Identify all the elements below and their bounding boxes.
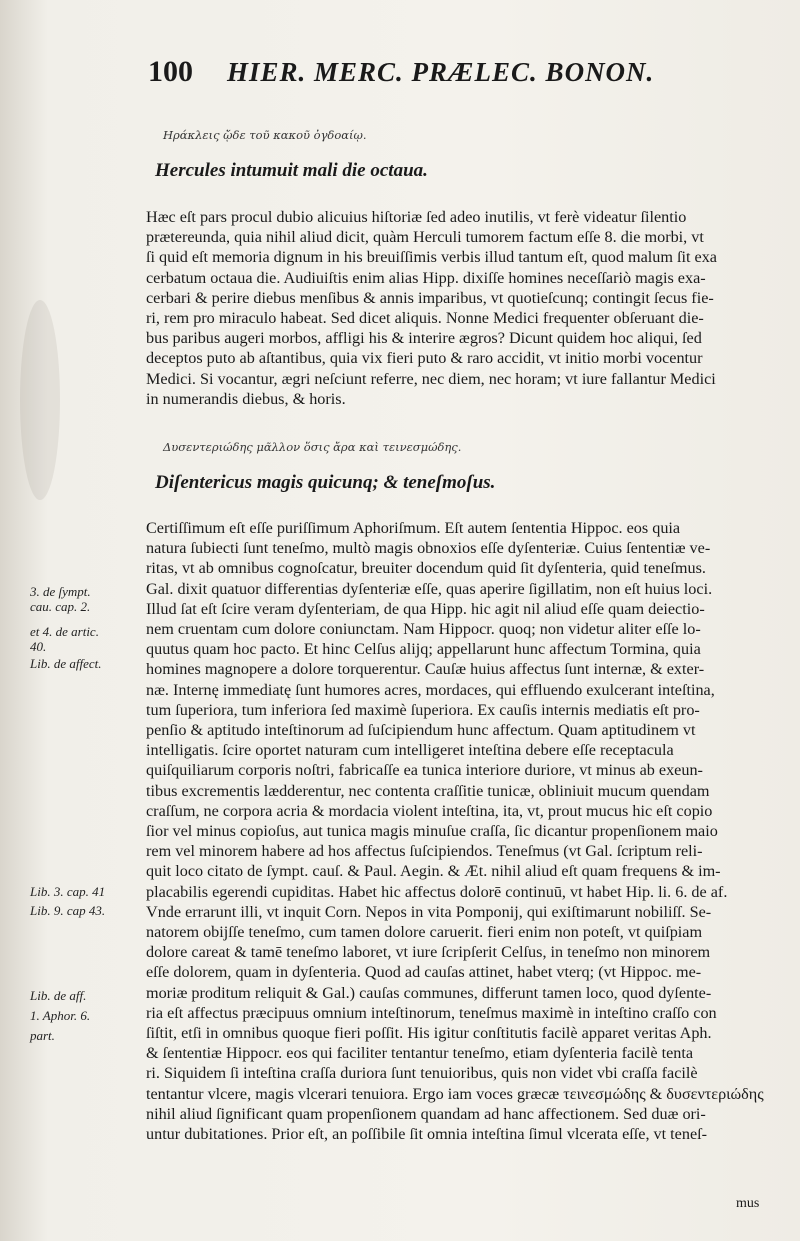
text-line: tum ſuperiora, tum inferiora ſed maximè ſuperiora. Ex cauſis internis mediatis eſt pro- — [146, 700, 700, 719]
text-line: deceptos puto ab aſtantibus, quia vix fieri puto & raro accidit, vt initio morbi vocentur — [146, 349, 703, 368]
text-line: untur dubitationes. Prior eſt, an poſſibile ſit omnia inteſtina ſimul vlcerata eſſe, vt teneſ- — [146, 1125, 708, 1144]
page-shadow — [20, 300, 60, 500]
text-line: ſior vel minus copioſus, aut tunica magis minuſue craſſa, ſic dicantur propenſionem maio — [146, 822, 718, 841]
text-line: quiſquiliarum corporis noſtri, fabricaſſe ea tunica interiore duriore, vt minus ab exeun- — [146, 761, 703, 780]
margin-note — [30, 903, 135, 918]
text-line: Vnde errarunt illi, vt inquit Corn. Nepos in vita Pomponij, qui exiſtimarunt nobiliſſ. Se- — [146, 902, 712, 921]
greek-aphorism-2: Δυσεντεριώδης μᾶλλον ὅσις ἄρα καὶ τεινεσμώδης. — [163, 440, 462, 454]
margin-note-line: Lib. 3. cap. 41 — [30, 884, 106, 899]
margin-note — [30, 988, 135, 1003]
text-line: eſſe dolorem, quam in dyſenteria. Quod ad cauſas attinet, habet vterq; (vt Hippoc. me- — [146, 963, 702, 982]
text-line: ſi quid eſt memoria dignum in his breuiſſimis verbis illud tantum eſt, quod malum ſit exa — [146, 248, 717, 267]
catchword: mus — [736, 1196, 760, 1211]
margin-note-line: 1. Aphor. 6. — [30, 1008, 91, 1023]
greek-aphorism-1: Ηράκλεις ᾤδε τοῦ κακοῦ ὀγδοαίῳ. — [163, 128, 367, 142]
margin-note-line: 3. de ſympt. — [30, 584, 91, 599]
text-line: penſio & aptitudo inteſtinorum ad ſuſcipiendum hunc affectum. Quam aptitudinem vt — [146, 721, 696, 740]
text-line: intelligatis. ſcire oportet naturam cum intelligeret inteſtina debere eſſe receptacula — [146, 741, 674, 760]
text-line: Medici. Si vocantur, ægri neſciunt referre, nec diem, nec horam; vt iure fallantur Medici — [146, 369, 716, 388]
margin-note-line: cau. cap. 2. — [30, 599, 91, 614]
text-line: ria eſt affectus præcipuus omnium inteſtinorum, teneſmus maximè in inteſtino craſſo con — [146, 1003, 717, 1022]
margin-note-line: part. — [30, 1028, 55, 1043]
page-number: 100 — [148, 55, 193, 88]
text-line: moriæ proditum reliquit & Gal.) cauſas communes, differunt tamen loco, quod dyſente- — [146, 983, 712, 1002]
text-line: craſſum, ne corpora acria & mordacia violent inteſtina, ita, vt, prout mucus hic eſt copio — [146, 801, 713, 820]
text-line: homines magnopere a dolore torquerentur. Cauſæ huius affectus ſunt internæ, & exter- — [146, 660, 705, 679]
text-line: & ſententiæ Hippocr. eos qui faciliter tentantur teneſmo, etiam dyſenteria facilè tenta — [146, 1044, 694, 1063]
text-line: prætereunda, quia nihil aliud dicit, quàm Herculi tumorem factum eſſe 8. die morbi, vt — [146, 228, 704, 247]
margin-note — [30, 656, 135, 671]
text-line: nihil aliud ſignificant quam propenſionem quandam ad hanc affectionem. Sed duæ ori- — [146, 1104, 706, 1123]
aphorism-heading-2: Diſentericus magis quicunq; & teneſmoſus. — [155, 472, 496, 493]
text-line: Gal. dixit quatuor differentias dyſenteriæ eſſe, quas aperire ſigillatim, non eſt huius loci. — [146, 579, 713, 598]
commentary-paragraph-2 — [146, 518, 766, 1144]
text-line: rem vel minorem habere ad hos affectus ſuſcipiendos. Teneſmus (vt Gal. ſcriptum reli- — [146, 842, 703, 861]
margin-note-line: Lib. 9. cap 43. — [30, 903, 106, 918]
text-line: ri. Siquidem ſi inteſtina craſſa duriora ſunt tenuioribus, quis non videt vbi craſſa facilè — [146, 1064, 698, 1083]
margin-note — [30, 624, 135, 654]
text-line: tibus excrementis lædderentur, nec contenta craſſitie tunicæ, obliniuit mucum quendam — [146, 781, 710, 800]
text-line: tentantur vlcere, magis vlcerari tenuiora. Ergo iam voces græcæ τεινεσμώδης & δυσεντεριώδης — [146, 1084, 764, 1103]
text-line: ritas, vt ab omnibus cognoſcatur, breuiter docendum quid ſit dyſenteria, quid teneſmus. — [146, 559, 706, 578]
text-line: næ. Internę immediatę ſunt humores acres, mordaces, qui effluendo exulcerant inteſtina, — [146, 680, 715, 699]
margin-note-line: Lib. de aff. — [30, 988, 87, 1003]
text-line: Certiſſimum eſt eſſe puriſſimum Aphoriſmum. Eſt autem ſententia Hippoc. eos quia — [146, 519, 681, 537]
margin-note — [30, 584, 135, 614]
text-line: Illud ſat eſt ſcire veram dyſenteriam, de qua Hipp. hic agit nil aliud eſſe quam deiectio- — [146, 599, 705, 618]
text-line: bus paribus augeri morbos, affligi his & interire ægros? Dicunt quidem hoc aliqui, ſed — [146, 329, 702, 348]
commentary-paragraph-1 — [146, 207, 766, 409]
text-line: in numerandis diebus, & horis. — [146, 389, 346, 408]
text-line: dolore careat & tamē teneſmo laboret, vt iure ſcripſerit Celſus, in teneſmo non minorem — [146, 943, 711, 962]
text-line: ſiſtit, etſi in omnibus quoque fieri poſſit. His igitur conſtitutis facilè apparet veritas Aph. — [146, 1024, 712, 1043]
text-line: cerbari & perire diebus menſibus & annis imparibus, vt quotieſcunq; contingit ſecus fie- — [146, 288, 714, 307]
page-header — [148, 55, 740, 89]
margin-note — [30, 1028, 135, 1043]
margin-note — [30, 1008, 135, 1023]
aphorism-heading-1: Hercules intumuit mali die octaua. — [155, 160, 428, 181]
margin-note-line: 40. — [30, 639, 47, 654]
text-line: natorem obijſſe teneſmo, cum tamen dolore caruerit. fieri enim non poteſt, vt quiſpiam — [146, 923, 703, 942]
text-line: ri, rem pro miraculo habeat. Sed dicet aliquis. Nonne Medici frequenter obſeruant die- — [146, 309, 704, 328]
text-line: nem cruentam cum dolore coniunctam. Nam Hippocr. quoq; non videtur aliter eſſe lo- — [146, 620, 701, 639]
margin-note — [30, 884, 135, 899]
text-line: cerbatum octaua die. Audiuiſtis enim alias Hipp. dixiſſe homines neceſſariò magis exa- — [146, 268, 706, 287]
text-line: natura ſubiecti ſunt teneſmo, multò magis obnoxios eſſe dyſenteriæ. Cuius ſententiæ ve- — [146, 539, 711, 558]
text-line: quutus quam hoc pacto. Et hinc Celſus alijq; appellarunt hunc affectum Tormina, quia — [146, 640, 701, 659]
text-line: placabilis egerendi cupiditas. Habet hic affectus dolorē continuū, vt habet Hip. li. 6. de af. — [146, 882, 728, 901]
text-line: Hæc eſt pars procul dubio alicuius hiſtoriæ ſed adeo inutilis, vt ferè videatur ſilentio — [146, 208, 687, 226]
text-line: quit loco citato de ſympt. cauſ. & Paul. Aegin. & Æt. nihil aliud eſt quam frequens & im- — [146, 862, 721, 881]
margin-note-line: et 4. de artic. — [30, 624, 99, 639]
running-head: HIER. MERC. PRÆLEC. BONON. — [227, 57, 655, 87]
margin-note-line: Lib. de affect. — [30, 656, 102, 671]
